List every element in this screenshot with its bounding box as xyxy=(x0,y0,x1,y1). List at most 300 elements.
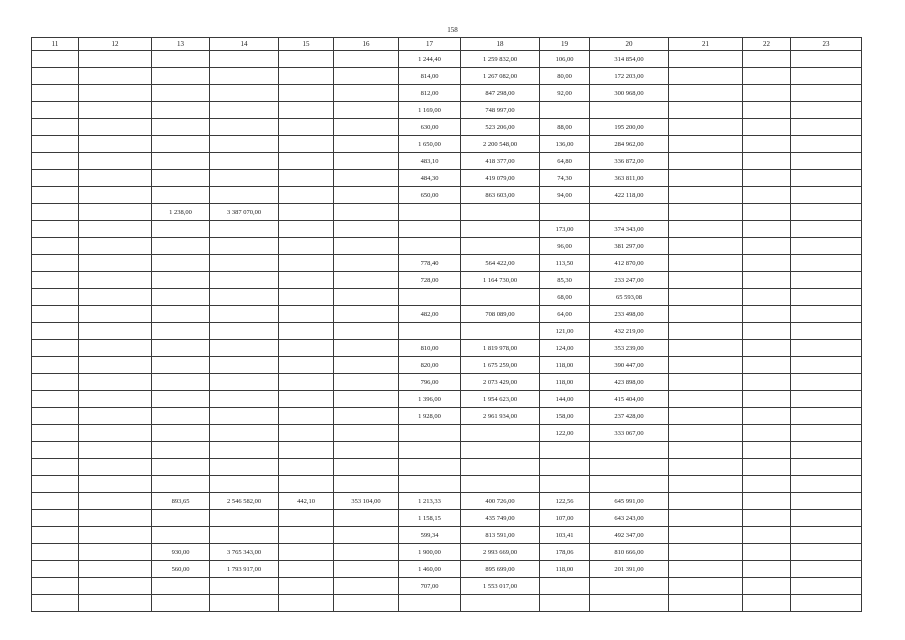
table-cell xyxy=(334,340,399,357)
table-cell: 195 200,00 xyxy=(590,119,669,136)
table-cell xyxy=(32,391,79,408)
table-cell: 415 404,00 xyxy=(590,391,669,408)
table-cell xyxy=(334,136,399,153)
table-cell: 122,56 xyxy=(540,493,590,510)
table-cell xyxy=(279,527,334,544)
column-header: 19 xyxy=(540,38,590,51)
table-cell xyxy=(152,442,210,459)
table-cell xyxy=(334,391,399,408)
table-cell xyxy=(743,442,791,459)
table-cell xyxy=(279,255,334,272)
table-cell xyxy=(540,578,590,595)
table-cell xyxy=(32,136,79,153)
table-cell xyxy=(79,374,152,391)
table-cell xyxy=(32,102,79,119)
table-cell xyxy=(669,187,743,204)
table-cell xyxy=(540,102,590,119)
table-cell xyxy=(540,204,590,221)
table-cell xyxy=(791,136,862,153)
table-row xyxy=(32,425,862,442)
table-cell xyxy=(210,187,279,204)
table-cell xyxy=(461,459,540,476)
table-cell xyxy=(743,289,791,306)
table-cell xyxy=(152,357,210,374)
table-row xyxy=(32,272,862,289)
table-cell xyxy=(79,391,152,408)
table-cell: 64,00 xyxy=(540,306,590,323)
table-cell xyxy=(743,425,791,442)
table-cell: 68,00 xyxy=(540,289,590,306)
table-cell: 85,30 xyxy=(540,272,590,289)
table-cell xyxy=(334,323,399,340)
table-cell xyxy=(590,595,669,612)
table-cell xyxy=(334,306,399,323)
table-cell xyxy=(669,153,743,170)
table-cell xyxy=(334,68,399,85)
table-cell xyxy=(279,136,334,153)
table-cell xyxy=(334,221,399,238)
table-cell xyxy=(32,578,79,595)
table-cell xyxy=(334,408,399,425)
table-cell xyxy=(461,289,540,306)
table-cell xyxy=(669,119,743,136)
table-cell: 2 546 582,00 xyxy=(210,493,279,510)
table-cell xyxy=(334,357,399,374)
table-row xyxy=(32,51,862,68)
table-cell: 1 164 730,00 xyxy=(461,272,540,289)
table-cell xyxy=(743,204,791,221)
table-cell xyxy=(334,119,399,136)
table-cell: 748 997,00 xyxy=(461,102,540,119)
table-cell xyxy=(791,323,862,340)
table-cell xyxy=(79,476,152,493)
table-cell xyxy=(791,510,862,527)
table-cell: 893,65 xyxy=(152,493,210,510)
table-cell xyxy=(791,170,862,187)
table-cell xyxy=(32,85,79,102)
table-cell xyxy=(210,510,279,527)
table-row xyxy=(32,595,862,612)
table-cell xyxy=(79,442,152,459)
table-cell xyxy=(279,357,334,374)
table-cell: 492 347,00 xyxy=(590,527,669,544)
table-cell xyxy=(669,323,743,340)
table-cell xyxy=(743,51,791,68)
table-cell xyxy=(540,442,590,459)
column-header: 18 xyxy=(461,38,540,51)
table-cell: 643 243,00 xyxy=(590,510,669,527)
table-cell xyxy=(334,544,399,561)
table-cell: 483,10 xyxy=(399,153,461,170)
table-row xyxy=(32,136,862,153)
table-cell: 810 666,00 xyxy=(590,544,669,561)
table-cell xyxy=(279,85,334,102)
table-cell: 124,00 xyxy=(540,340,590,357)
table-cell xyxy=(669,425,743,442)
table-cell xyxy=(79,595,152,612)
column-header: 14 xyxy=(210,38,279,51)
table-cell xyxy=(279,170,334,187)
table-cell: 863 603,00 xyxy=(461,187,540,204)
table-cell xyxy=(210,442,279,459)
table-cell xyxy=(461,221,540,238)
table-cell xyxy=(334,238,399,255)
table-cell xyxy=(79,527,152,544)
table-cell: 560,00 xyxy=(152,561,210,578)
table-cell xyxy=(334,595,399,612)
table-cell: 1 553 017,00 xyxy=(461,578,540,595)
table-row xyxy=(32,119,862,136)
table-cell xyxy=(152,527,210,544)
table-cell xyxy=(334,255,399,272)
table-row xyxy=(32,493,862,510)
table-cell xyxy=(334,272,399,289)
table-row xyxy=(32,459,862,476)
table-cell xyxy=(279,374,334,391)
column-header: 22 xyxy=(743,38,791,51)
table-cell: 484,30 xyxy=(399,170,461,187)
table-cell xyxy=(399,323,461,340)
table-cell: 314 854,00 xyxy=(590,51,669,68)
table-cell xyxy=(669,136,743,153)
table-cell xyxy=(32,561,79,578)
table-cell xyxy=(210,153,279,170)
table-cell xyxy=(79,153,152,170)
table-cell xyxy=(152,255,210,272)
table-cell xyxy=(32,272,79,289)
table-cell xyxy=(399,204,461,221)
table-cell xyxy=(279,51,334,68)
table-cell xyxy=(669,204,743,221)
table-cell xyxy=(669,391,743,408)
table-cell xyxy=(279,442,334,459)
table-cell: 422 118,00 xyxy=(590,187,669,204)
table-cell xyxy=(79,459,152,476)
table-cell: 1 169,00 xyxy=(399,102,461,119)
table-cell xyxy=(334,510,399,527)
table-cell xyxy=(334,102,399,119)
table-cell: 353 239,00 xyxy=(590,340,669,357)
table-row xyxy=(32,340,862,357)
table-cell xyxy=(210,595,279,612)
table-cell xyxy=(669,238,743,255)
table-cell xyxy=(334,425,399,442)
table-cell xyxy=(152,221,210,238)
data-table xyxy=(31,37,862,612)
table-cell xyxy=(79,306,152,323)
table-cell xyxy=(32,187,79,204)
table-cell xyxy=(32,119,79,136)
table-cell xyxy=(461,442,540,459)
table-cell xyxy=(334,459,399,476)
table-cell xyxy=(743,119,791,136)
table-cell xyxy=(32,595,79,612)
table-cell xyxy=(279,391,334,408)
table-cell xyxy=(399,289,461,306)
table-cell xyxy=(791,221,862,238)
table-cell xyxy=(279,476,334,493)
table-cell xyxy=(399,425,461,442)
table-row xyxy=(32,289,862,306)
table-cell xyxy=(32,289,79,306)
table-cell xyxy=(279,459,334,476)
table-cell: 2 961 934,00 xyxy=(461,408,540,425)
table-row xyxy=(32,323,862,340)
table-cell xyxy=(79,255,152,272)
table-cell xyxy=(210,340,279,357)
table-cell: 3 765 343,00 xyxy=(210,544,279,561)
table-cell xyxy=(79,544,152,561)
table-cell: 650,00 xyxy=(399,187,461,204)
table-cell xyxy=(791,442,862,459)
table-cell xyxy=(279,306,334,323)
table-cell xyxy=(743,374,791,391)
table-cell: 178,06 xyxy=(540,544,590,561)
table-cell: 1 259 832,00 xyxy=(461,51,540,68)
table-cell xyxy=(669,51,743,68)
table-cell xyxy=(669,255,743,272)
table-cell: 118,00 xyxy=(540,374,590,391)
table-cell: 820,00 xyxy=(399,357,461,374)
table-cell: 284 962,00 xyxy=(590,136,669,153)
table-cell xyxy=(79,51,152,68)
table-cell xyxy=(540,595,590,612)
table-cell xyxy=(210,425,279,442)
table-cell: 564 422,00 xyxy=(461,255,540,272)
table-cell: 121,00 xyxy=(540,323,590,340)
table-cell xyxy=(79,187,152,204)
table-cell: 419 079,00 xyxy=(461,170,540,187)
table-cell: 106,00 xyxy=(540,51,590,68)
table-cell: 201 391,00 xyxy=(590,561,669,578)
table-cell xyxy=(461,425,540,442)
table-cell xyxy=(32,357,79,374)
table-cell xyxy=(79,289,152,306)
table-cell xyxy=(791,51,862,68)
table-cell xyxy=(210,136,279,153)
table-cell xyxy=(32,68,79,85)
table-cell xyxy=(279,578,334,595)
table-cell xyxy=(743,459,791,476)
table-cell xyxy=(743,476,791,493)
column-header: 11 xyxy=(32,38,79,51)
table-cell xyxy=(743,102,791,119)
table-cell xyxy=(279,323,334,340)
table-cell: 708 089,00 xyxy=(461,306,540,323)
table-cell xyxy=(79,85,152,102)
table-cell: 1 954 623,00 xyxy=(461,391,540,408)
table-cell xyxy=(791,153,862,170)
table-cell: 381 297,00 xyxy=(590,238,669,255)
table-cell: 103,41 xyxy=(540,527,590,544)
table-cell xyxy=(743,187,791,204)
table-cell: 1 928,00 xyxy=(399,408,461,425)
table-cell xyxy=(152,510,210,527)
table-cell xyxy=(669,459,743,476)
table-cell xyxy=(669,170,743,187)
table-cell xyxy=(152,578,210,595)
table-cell xyxy=(279,408,334,425)
table-cell xyxy=(334,170,399,187)
table-cell xyxy=(791,68,862,85)
table-cell xyxy=(152,323,210,340)
table-cell xyxy=(669,221,743,238)
table-cell xyxy=(461,204,540,221)
table-cell: 599,34 xyxy=(399,527,461,544)
table-cell xyxy=(210,221,279,238)
table-cell: 630,00 xyxy=(399,119,461,136)
table-cell xyxy=(669,493,743,510)
table-cell xyxy=(791,255,862,272)
table-cell xyxy=(334,527,399,544)
table-cell: 172 203,00 xyxy=(590,68,669,85)
table-cell: 94,00 xyxy=(540,187,590,204)
table-cell xyxy=(32,306,79,323)
table-cell: 523 206,00 xyxy=(461,119,540,136)
table-cell xyxy=(743,510,791,527)
table-cell: 1 213,33 xyxy=(399,493,461,510)
table-cell xyxy=(210,119,279,136)
table-cell xyxy=(334,187,399,204)
table-cell xyxy=(79,357,152,374)
table-cell: 1 396,00 xyxy=(399,391,461,408)
table-cell: 1 675 259,00 xyxy=(461,357,540,374)
table-cell xyxy=(210,323,279,340)
table-row xyxy=(32,357,862,374)
table-cell: 812,00 xyxy=(399,85,461,102)
table-cell xyxy=(152,391,210,408)
table-cell xyxy=(743,221,791,238)
table-cell: 1 793 917,00 xyxy=(210,561,279,578)
table-cell xyxy=(32,340,79,357)
table-cell: 482,00 xyxy=(399,306,461,323)
table-cell xyxy=(669,595,743,612)
table-cell xyxy=(79,221,152,238)
table-row xyxy=(32,391,862,408)
table-cell xyxy=(791,391,862,408)
table-cell xyxy=(791,85,862,102)
table-cell xyxy=(210,578,279,595)
table-cell xyxy=(334,476,399,493)
table-cell xyxy=(152,238,210,255)
table-cell: 2 073 429,00 xyxy=(461,374,540,391)
table-cell xyxy=(461,323,540,340)
table-cell xyxy=(279,561,334,578)
table-cell xyxy=(791,272,862,289)
table-cell xyxy=(743,561,791,578)
table-row xyxy=(32,374,862,391)
table-cell xyxy=(152,425,210,442)
table-cell xyxy=(79,119,152,136)
table-cell xyxy=(669,340,743,357)
table-cell: 118,00 xyxy=(540,357,590,374)
table-cell: 418 377,00 xyxy=(461,153,540,170)
table-cell xyxy=(152,306,210,323)
table-cell xyxy=(791,289,862,306)
table-cell xyxy=(32,442,79,459)
table-cell xyxy=(669,85,743,102)
table-row xyxy=(32,170,862,187)
table-cell xyxy=(79,493,152,510)
column-header: 16 xyxy=(334,38,399,51)
table-cell xyxy=(210,255,279,272)
table-cell: 118,00 xyxy=(540,561,590,578)
table-cell xyxy=(79,510,152,527)
table-cell: 2 993 669,00 xyxy=(461,544,540,561)
table-cell: 336 872,00 xyxy=(590,153,669,170)
table-cell: 813 591,00 xyxy=(461,527,540,544)
table-cell xyxy=(210,306,279,323)
table-cell: 300 968,00 xyxy=(590,85,669,102)
table-cell xyxy=(210,289,279,306)
table-cell xyxy=(399,476,461,493)
table-cell xyxy=(152,476,210,493)
table-row xyxy=(32,102,862,119)
table-cell xyxy=(32,544,79,561)
table-cell xyxy=(210,85,279,102)
table-cell xyxy=(279,204,334,221)
table-cell xyxy=(399,459,461,476)
table-cell xyxy=(32,51,79,68)
table-cell xyxy=(334,578,399,595)
table-row xyxy=(32,306,862,323)
table-cell xyxy=(210,527,279,544)
table-cell xyxy=(791,374,862,391)
table-cell: 810,00 xyxy=(399,340,461,357)
page-number: 158 xyxy=(447,26,458,34)
table-cell xyxy=(152,136,210,153)
table-cell xyxy=(32,255,79,272)
table-cell xyxy=(399,238,461,255)
table-cell xyxy=(210,408,279,425)
table-row xyxy=(32,442,862,459)
table-row xyxy=(32,68,862,85)
table-cell xyxy=(743,544,791,561)
table-cell xyxy=(334,153,399,170)
table-cell xyxy=(399,442,461,459)
table-cell xyxy=(79,272,152,289)
table-cell xyxy=(669,102,743,119)
table-cell: 778,40 xyxy=(399,255,461,272)
table-cell xyxy=(791,187,862,204)
table-cell xyxy=(791,459,862,476)
table-cell: 400 726,00 xyxy=(461,493,540,510)
table-cell xyxy=(152,595,210,612)
table-row xyxy=(32,255,862,272)
table-cell xyxy=(32,153,79,170)
table-cell xyxy=(32,408,79,425)
table-cell xyxy=(152,374,210,391)
table-cell: 814,00 xyxy=(399,68,461,85)
table-cell xyxy=(669,289,743,306)
table-cell xyxy=(32,323,79,340)
table-cell xyxy=(669,527,743,544)
table-cell xyxy=(791,102,862,119)
table-cell xyxy=(210,272,279,289)
table-cell: 1 900,00 xyxy=(399,544,461,561)
table-cell xyxy=(210,374,279,391)
table-cell xyxy=(152,153,210,170)
table-cell xyxy=(32,238,79,255)
table-cell xyxy=(210,102,279,119)
table-cell: 107,00 xyxy=(540,510,590,527)
table-cell xyxy=(152,340,210,357)
table-cell xyxy=(32,459,79,476)
table-cell xyxy=(743,272,791,289)
column-header: 23 xyxy=(791,38,862,51)
table-row xyxy=(32,527,862,544)
table-cell xyxy=(79,204,152,221)
